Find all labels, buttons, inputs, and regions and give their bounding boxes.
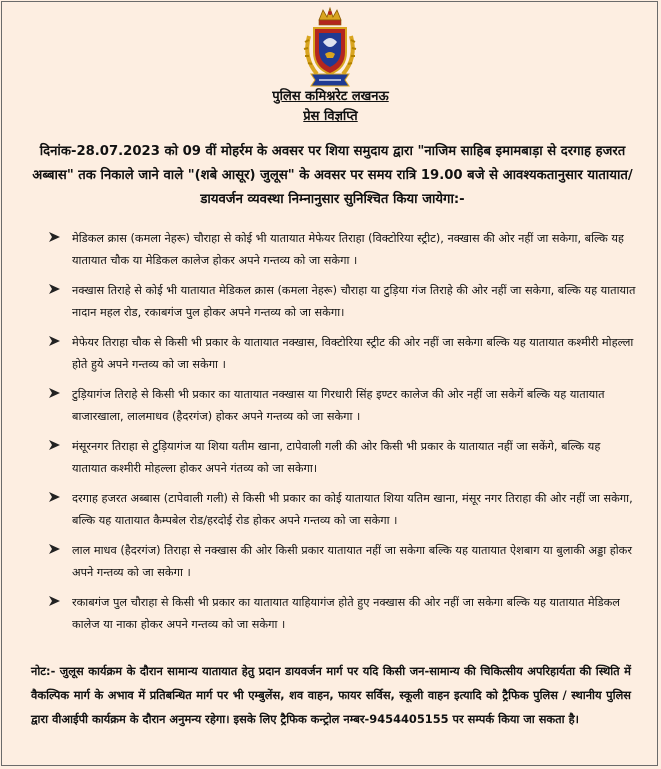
list-item — [48, 280, 638, 324]
list-item — [48, 332, 638, 376]
commissionerate-title: पुलिस कमिश्नरेट लखनऊ — [272, 89, 389, 104]
arrow-bullet-icon — [48, 282, 62, 296]
arrow-bullet-icon — [48, 438, 62, 452]
list-item — [48, 488, 638, 532]
arrow-bullet-icon — [48, 542, 62, 556]
note-paragraph: नोट:- जुलूस कार्यक्रम के दौरान सामान्य यातायात हेतु प्रदान डायवर्जन मार्ग पर यदि किसी जन-सामान्य की चिकित्सीय अपरिहार्यता की स्थिति में वैकल्पिक मार्ग के अभाव में प्रतिबन्धित मार्ग पर भी एम्बुलेंस, शव वाहन, फायर सर्विस, स्कूली वाहन इत्यादि को ट्रैफिक पुलिस / स्थानीय पुलिस द्वारा वीआईपी कार्यक्रम के दौरान अनुमन्य रहेगा। इसके लिए ट्रैफिक कन्ट्रोल नम्बर-9454405155 पर सम्पर्क किया जा सकता है। — [31, 664, 631, 726]
list-item-text: लाल माधव (हैदरगंज) तिराहा से नक्खास की ओर किसी प्रकार यातायात नहीं जा सकेगा बल्कि यह यातायात ऐशबाग या बुलाकी अड्डा होकर अपने गन्तव्य को जा सकेगा । — [72, 544, 632, 579]
press-release-title: प्रेस विज्ञप्ति — [303, 109, 358, 124]
list-item — [48, 540, 638, 584]
list-item-text: मेडिकल क्रास (कमला नेहरू) चौराहा से कोई भी यातायात मेफेयर तिराहा (विक्टोरिया स्ट्रीट), नक्खास की ओर नहीं जा सकेगा, बल्कि यह यातायात चौक या मेडिकल कालेज होकर अपने गन्तव्य को जा सकेगा । — [72, 232, 624, 267]
intro-paragraph: दिनांक-28.07.2023 को 09 वीं मोहर्रम के अवसर पर शिया समुदाय द्वारा "नाजिम साहिब इमामबाड़ा से दरगाह हजरत अब्बास" तक निकाले जाने वाले "(शबे आसूर) जुलूस" के अवसर पर समय रात्रि 19.00 बजे से आवश्यकतानुसार यातायात/डायवर्जन व्यवस्था निम्नानुसार सुनिश्चित किया जायेगा:- — [32, 144, 633, 207]
list-item-text: नक्खास तिराहे से कोई भी यातायात मेडिकल क्रास (कमला नेहरू) चौराहा या टुड़िया गंज तिराहे की ओर नहीं जा सकेगा, बल्कि यह यातायात नादान महल रोड, रकाबगंज पुल होकर अपने गन्तव्य को जा सकेगा। — [72, 284, 636, 319]
list-item — [48, 228, 638, 272]
arrow-bullet-icon — [48, 490, 62, 504]
arrow-bullet-icon — [48, 386, 62, 400]
list-item-text: मंसूरनगर तिराहा से टुड़ियागंज या शिया यतीम खाना, टापेवाली गली की ओर किसी भी प्रकार के यातायात नहीं जा सकेंगे, बल्कि यह यातायात कश्मीरी मोहल्ला होकर अपने गंतव्य को जा सकेगा। — [72, 440, 601, 475]
arrow-bullet-icon — [48, 334, 62, 348]
list-item — [48, 436, 638, 480]
list-item-text: मेफेयर तिराहा चौक से किसी भी प्रकार के यातायात नक्खास, विक्टोरिया स्ट्रीट की ओर नहीं जा सकेगा बल्कि यह यातायात कश्मीरी मोहल्ला होते हुये अपने गन्तव्य को जा सकेगा । — [72, 336, 634, 371]
police-emblem-icon — [297, 6, 363, 88]
list-item-text: दरगाह हजरत अब्बास (टापेवाली गली) से किसी भी प्रकार का कोई यातायात शिया यतिम खाना, मंसूर नगर तिराहा की ओर नहीं जा सकेगा, बल्कि यह यातायात कैम्पबेल रोड/हरदोई रोड होकर अपने गन्तव्य को जा सकेगा । — [72, 492, 633, 527]
list-item-text: रकाबगंज पुल चौराहा से किसी भी प्रकार का यातायात याहियागंज होते हुए नक्खास की ओर नहीं जा सकेगा बल्कि यह यातायात मेडिकल कालेज या नाका होकर अपने गन्तव्य को जा सकेगा । — [72, 596, 620, 631]
list-item-text: टुड़ियागंज तिराहे से किसी भी प्रकार का यातायात नक्खास या गिरधारी सिंह इण्टर कालेज की ओर नहीं जा सकेगें बल्कि यह यातायात बाजारखाला, लालमाधव (हैदरगंज) होकर अपने गन्तव्य को जा सकेगा । — [72, 388, 605, 423]
list-item — [48, 592, 638, 636]
arrow-bullet-icon — [48, 594, 62, 608]
arrow-bullet-icon — [48, 230, 62, 244]
list-item — [48, 384, 638, 428]
diversion-list — [48, 228, 638, 644]
